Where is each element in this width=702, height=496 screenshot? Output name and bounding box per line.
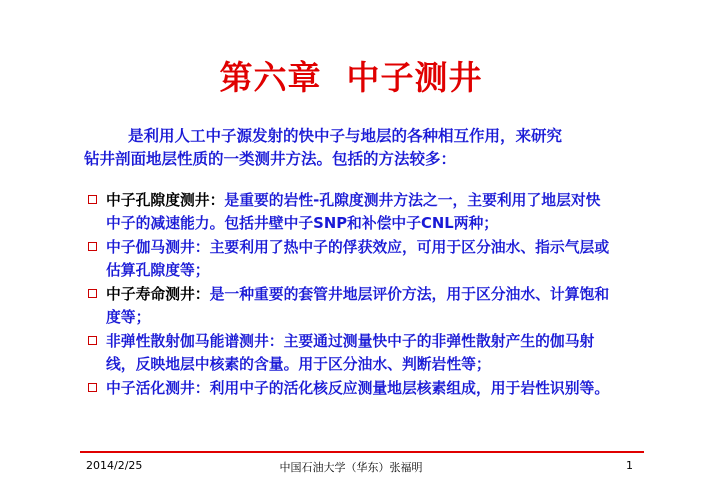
- item-lead: 非弹性散射伽马能谱测井：: [106, 333, 284, 350]
- item-body: 是一种重要的套管井地层评价方法，用于区分油水、计算饱和度等；: [106, 286, 610, 326]
- page-number: 1: [626, 459, 633, 472]
- square-bullet-icon: [88, 336, 97, 345]
- item-lead: 中子孔隙度测井：: [106, 192, 225, 209]
- square-bullet-icon: [88, 195, 97, 204]
- item-lead: 中子活化测井：: [106, 380, 210, 397]
- item-body: 利用中子的活化核反应测量地层核素组成，用于岩性识别等。: [209, 380, 610, 397]
- list-item: [88, 378, 613, 401]
- intro-line-1: 是利用人工中子源发射的快中子与地层的各种相互作用，来研究: [128, 127, 563, 145]
- item-lead: 中子伽马测井：: [106, 239, 210, 256]
- item-body: 主要利用了热中子的俘获效应，可用于区分油水、指示气层或估算孔隙度等；: [106, 239, 610, 279]
- slide-title: 第六章 中子测井: [219, 58, 483, 97]
- square-bullet-icon: [88, 242, 97, 251]
- list-item: [88, 237, 613, 282]
- footer-author: 中国石油大学（华东）张福明: [279, 461, 423, 474]
- list-item: [88, 331, 613, 376]
- square-bullet-icon: [88, 383, 97, 392]
- square-bullet-icon: [88, 289, 97, 298]
- list-item: [88, 284, 613, 329]
- item-body: 是重要的岩性-孔隙度测井方法之一，主要利用了地层对快中子的减速能力。包括井壁中子SNP和补偿中子CNL两种；: [106, 192, 601, 232]
- list-item: [88, 190, 613, 235]
- intro-line-2: 钻井剖面地层性质的一类测井方法。包括的方法较多：: [84, 150, 457, 168]
- item-lead: 中子寿命测井：: [106, 286, 210, 303]
- item-body: 主要通过测量快中子的非弹性散射产生的伽马射线，反映地层中核素的含量。用于区分油水、判断岩性等；: [106, 333, 595, 373]
- method-list: [88, 190, 613, 403]
- footer-date: 2014/2/25: [86, 459, 143, 472]
- footer-divider: [80, 451, 644, 453]
- intro-paragraph: [84, 125, 624, 171]
